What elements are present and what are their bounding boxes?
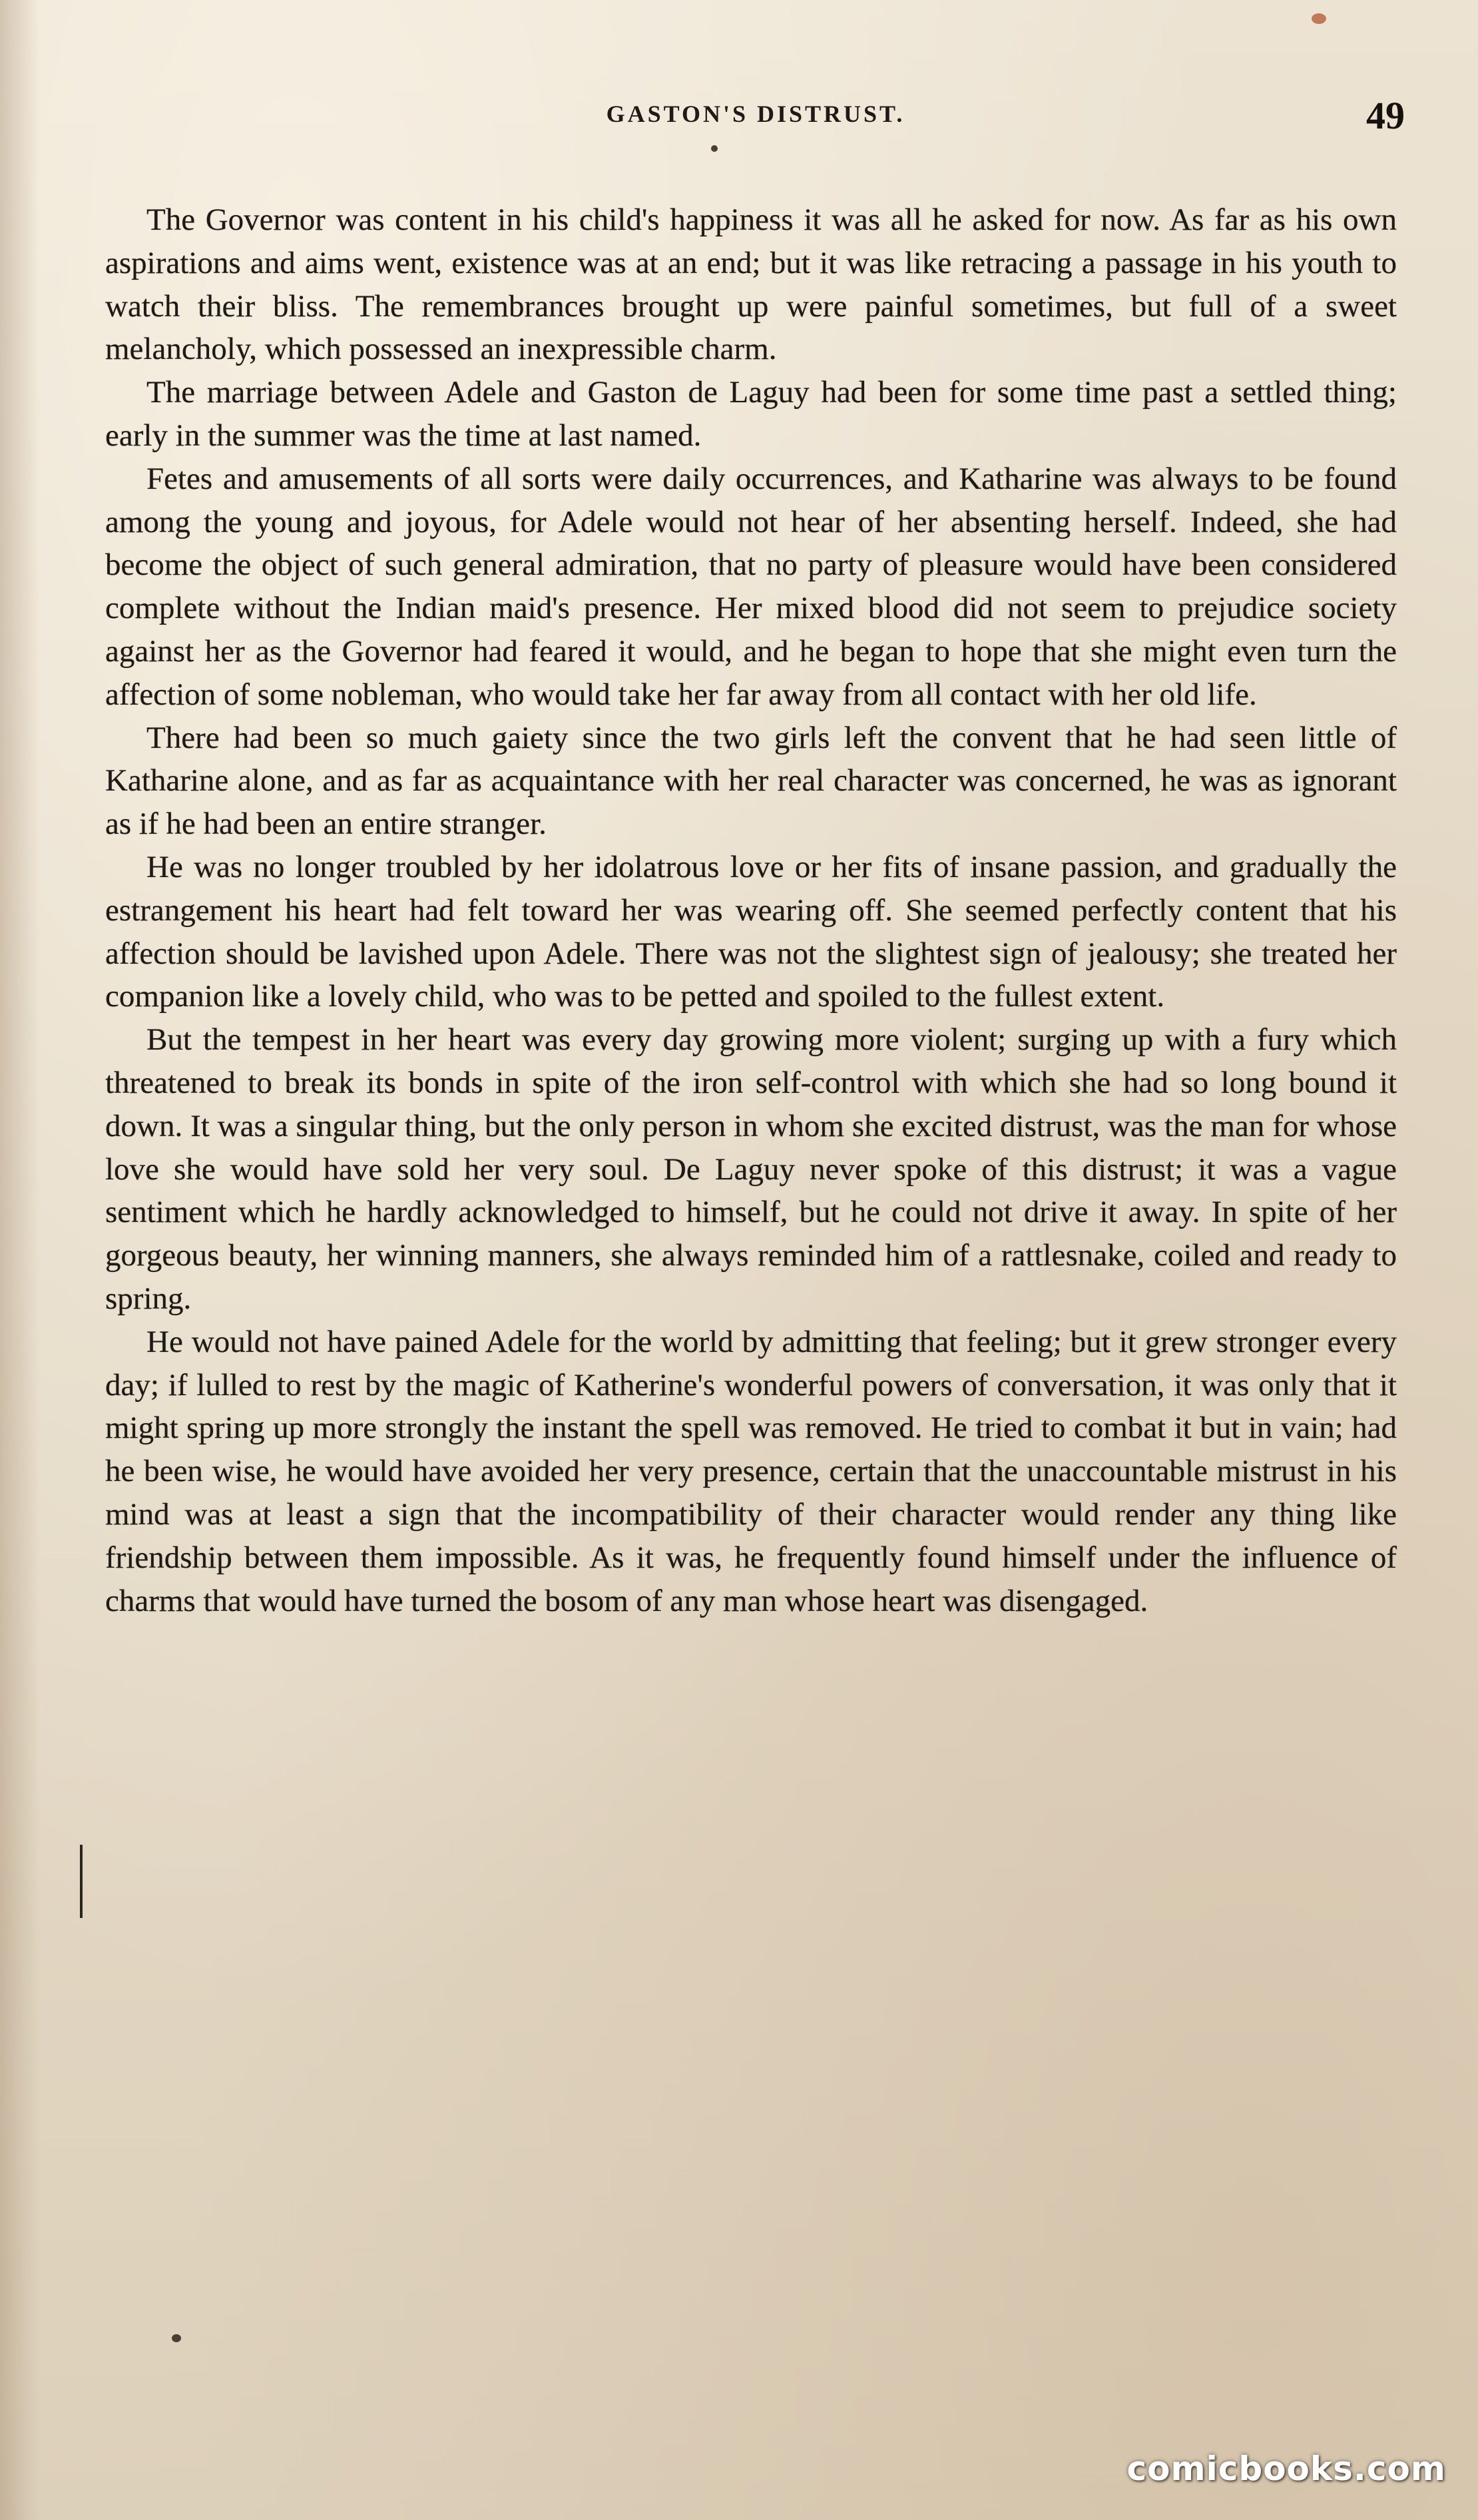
watermark-logo: comicbooks.com — [1126, 2449, 1446, 2488]
ink-speck — [172, 2334, 181, 2342]
paragraph-3: Fetes and amusements of all sorts were daily occurrences, and Katharine was always to be found among the young and joyous, for Adele would not hear of her absenting herself. Indeed, she had become the object of such general admiration, that no party of pleasure would have been considered complete without the Indian maid's presence. Her mixed blood did not seem to prejudice society against her as the Governor had feared it would, and he began to hope that she might even turn the affection of some nobleman, who would take her far away from all contact with her old life. — [105, 461, 1397, 712]
page-number: 49 — [1366, 94, 1405, 137]
running-head: GASTON'S DISTRUST. — [606, 101, 905, 127]
paragraph-6: But the tempest in her heart was every day growing more violent; surging up with a fury which threatened to break its bonds in spite of the iron self-control with which she had so long bound it down. It was a singular thing, but the only person in whom she excited distrust, was the man for whose love she would have sold her very soul. De Laguy never spoke of this distrust; it was a vague sentiment which he hardly acknowledged to himself, but he could not drive it away. In spite of her gorgeous beauty, her winning manners, she always reminded him of a rattlesnake, coiled and ready to spring. — [105, 1022, 1397, 1316]
paragraph-5: He was no longer troubled by her idolatrous love or her fits of insane passion, and gradually the estrangement his heart had felt toward her was wearing off. She seemed perfectly content that his affection should be lavished upon Adele. There was not the slightest sign of jealousy; she treated her companion like a lovely child, who was to be petted and spoiled to the fullest extent. — [105, 849, 1397, 1014]
page-edge-shadow — [0, 0, 40, 2520]
margin-mark — [80, 1845, 83, 1918]
paragraph-2: The marriage between Adele and Gaston de Laguy had been for some time past a settled thing; early in the summer was the time at last named. — [105, 375, 1397, 453]
ink-speck — [711, 145, 718, 152]
page-header — [107, 94, 1405, 153]
paragraph-1: The Governor was content in his child's happiness it was all he asked for now. As far as his own aspirations and aims went, existence was at an end; but it was like retracing a passage in his youth to watch their bliss. The remembrances brought up were painful sometimes, but full of a sweet melancholy, which possessed an inexpressible charm. — [105, 202, 1397, 367]
ink-speck — [1312, 13, 1326, 24]
paragraph-4: There had been so much gaiety since the two girls left the convent that he had seen little of Katharine alone, and as far as acquaintance with her real character was concerned, he was as ignorant as if he had been an entire stranger. — [105, 720, 1397, 842]
paragraph-7: He would not have pained Adele for the world by admitting that feeling; but it grew stronger every day; if lulled to rest by the magic of Katherine's wonderful powers of conversation, it was only that it might spring up more strongly the instant the spell was removed. He tried to combat it but in vain; had he been wise, he would have avoided her very presence, certain that the unaccountable mistrust in his mind was at least a sign that the incompatibility of their character would render any thing like friendship between them impossible. As it was, he frequently found himself under the influence of charms that would have turned the bosom of any man whose heart was disengaged. — [105, 1324, 1397, 1618]
body-text — [105, 198, 1397, 1622]
